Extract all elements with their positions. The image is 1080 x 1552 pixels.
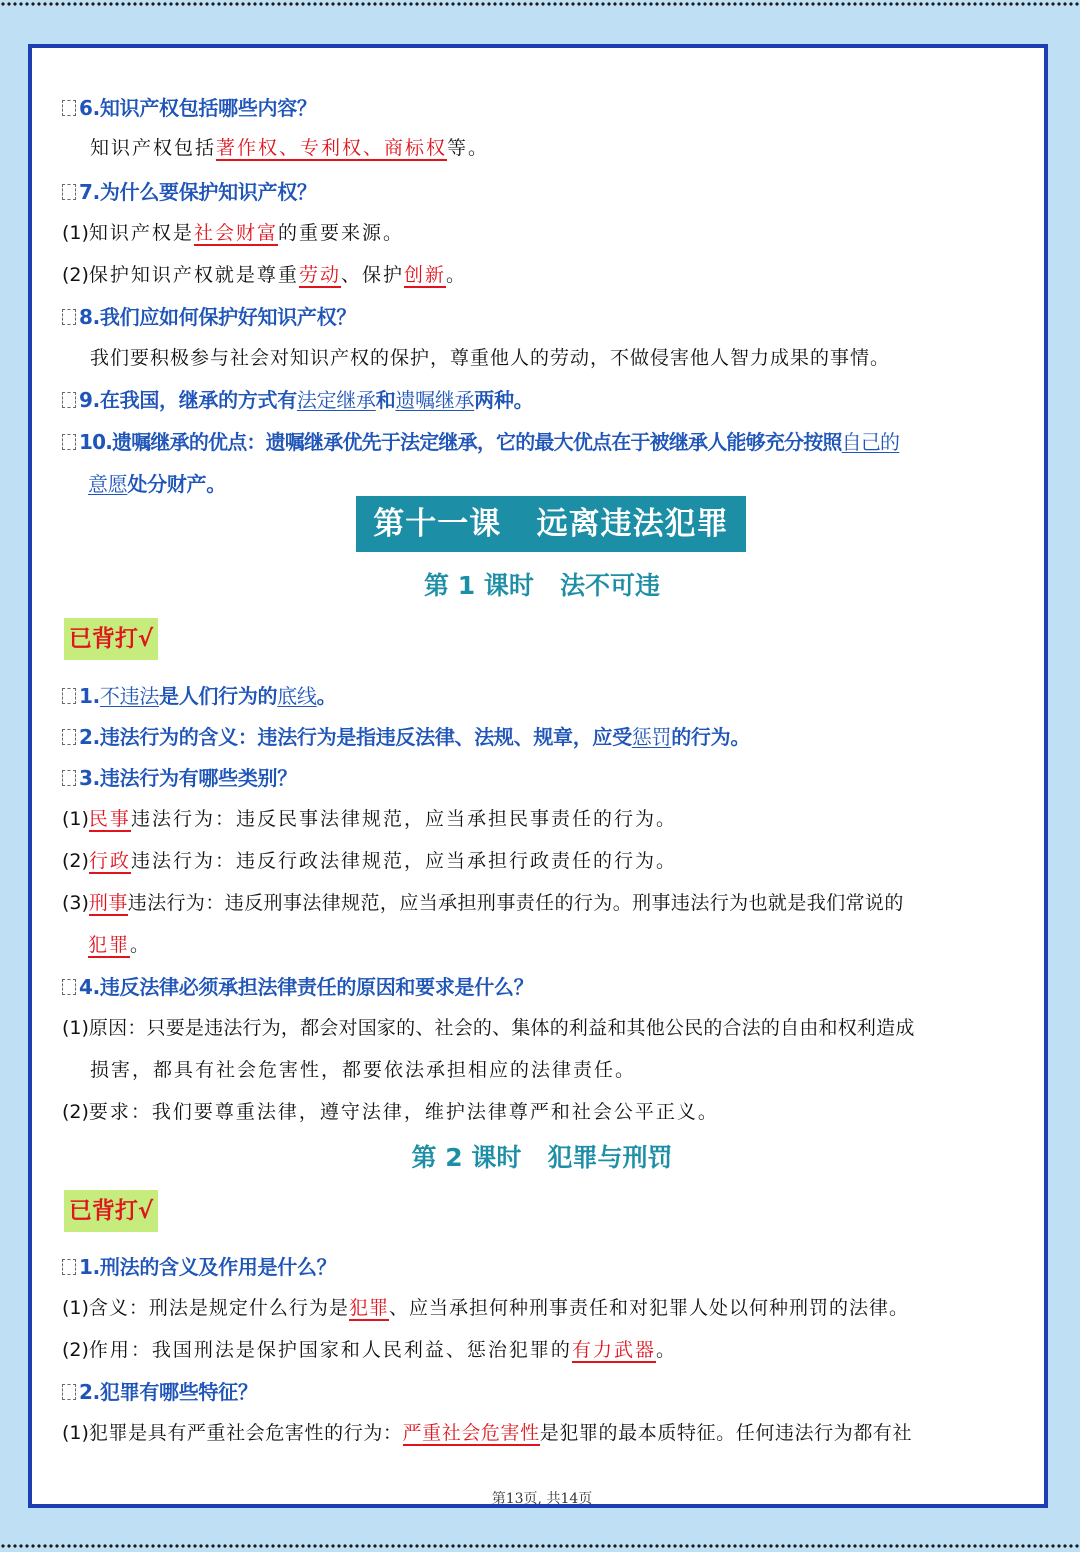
checkbox-icon[interactable] bbox=[62, 184, 76, 200]
question-8: 8.我们应如何保护好知识产权？ bbox=[62, 301, 356, 330]
question-6: 6.知识产权包括哪些内容？ bbox=[62, 92, 317, 121]
lesson-title: 第十一课 远离违法犯罪 bbox=[356, 496, 746, 552]
checkbox-icon[interactable] bbox=[62, 1259, 76, 1275]
s1-answer-3-2: (2)行政违法行为：违反行政法律规范，应当承担行政责任的行为。 bbox=[62, 850, 677, 872]
s1-answer-3-3: (3)刑事违法行为：违反刑事法律规范，应当承担刑事责任的行为。刑事违法行为也就是我们常说的 bbox=[62, 892, 904, 914]
answer-8: 我们要积极参与社会对知识产权的保护，尊重他人的劳动，不做侵害他人智力成果的事情。 bbox=[90, 347, 891, 369]
s1-answer-4-1: (1)原因：只要是违法行为，都会对国家的、社会的、集体的利益和其他公民的合法的自由和权利造成 bbox=[62, 1017, 915, 1039]
s1-answer-4-2: (2)要求：我们要尊重法律，遵守法律，维护法律尊严和社会公平正义。 bbox=[62, 1101, 719, 1123]
bottom-dotted-border bbox=[0, 1542, 1080, 1550]
s2-answer-2-1: (1)犯罪是具有严重社会危害性的行为：严重社会危害性是犯罪的最本质特征。任何违法行为都有社 bbox=[62, 1422, 913, 1444]
page-number: 第13页, 共14页 bbox=[491, 1491, 593, 1507]
checkbox-icon[interactable] bbox=[62, 309, 76, 325]
s1-answer-4-1-cont: 损害，都具有社会危害性，都要依法承担相应的法律责任。 bbox=[90, 1059, 637, 1081]
session-2-title: 第 2 课时 犯罪与刑罚 bbox=[411, 1143, 673, 1172]
answer-7-2: (2)保护知识产权就是尊重劳动、保护创新。 bbox=[62, 264, 467, 286]
checkbox-icon[interactable] bbox=[62, 100, 76, 116]
s2-question-1: 1.刑法的含义及作用是什么？ bbox=[62, 1251, 336, 1280]
checkbox-icon[interactable] bbox=[62, 688, 76, 704]
answer-7-1: (1)知识产权是社会财富的重要来源。 bbox=[62, 222, 404, 244]
session-1-title: 第 1 课时 法不可违 bbox=[424, 571, 660, 600]
question-10-cont: 意愿处分财产。 bbox=[88, 472, 226, 496]
question-9: 9.在我国，继承的方式有法定继承和遗嘱继承两种。 bbox=[62, 384, 533, 413]
checkbox-icon[interactable] bbox=[62, 392, 76, 408]
question-10: 10.遗嘱继承的优点：遗嘱继承优先于法定继承，它的最大优点在于被继承人能够充分按照自己的 bbox=[62, 426, 899, 455]
memorized-badge[interactable]: 已背打√ bbox=[64, 1190, 158, 1232]
s2-question-2: 2.犯罪有哪些特征？ bbox=[62, 1376, 258, 1405]
checkbox-icon[interactable] bbox=[62, 729, 76, 745]
answer-6: 知识产权包括著作权、专利权、商标权等。 bbox=[90, 137, 490, 159]
top-dotted-border bbox=[0, 0, 1080, 8]
checkbox-icon[interactable] bbox=[62, 979, 76, 995]
s1-answer-3-3-cont: 犯罪。 bbox=[88, 934, 152, 956]
checkbox-icon[interactable] bbox=[62, 1384, 76, 1400]
s1-answer-3-1: (1)民事违法行为：违反民事法律规范，应当承担民事责任的行为。 bbox=[62, 808, 677, 830]
s1-question-4: 4.违反法律必须承担法律责任的原因和要求是什么？ bbox=[62, 971, 533, 1000]
s1-question-1: 1.不违法是人们行为的底线。 bbox=[62, 680, 336, 709]
page-sheet bbox=[28, 44, 1048, 1508]
memorized-badge[interactable]: 已背打√ bbox=[64, 618, 158, 660]
s1-question-2: 2.违法行为的含义：违法行为是指违反法律、法规、规章，应受惩罚的行为。 bbox=[62, 721, 750, 750]
s2-answer-1-1: (1)含义：刑法是规定什么行为是犯罪、应当承担何种刑事责任和对犯罪人处以何种刑罚的法律。 bbox=[62, 1297, 909, 1319]
s2-answer-1-2: (2)作用：我国刑法是保护国家和人民利益、惩治犯罪的有力武器。 bbox=[62, 1339, 677, 1361]
checkbox-icon[interactable] bbox=[62, 770, 76, 786]
checkbox-icon[interactable] bbox=[62, 434, 76, 450]
s1-question-3: 3.违法行为有哪些类别？ bbox=[62, 762, 297, 791]
question-7: 7.为什么要保护知识产权？ bbox=[62, 176, 317, 205]
